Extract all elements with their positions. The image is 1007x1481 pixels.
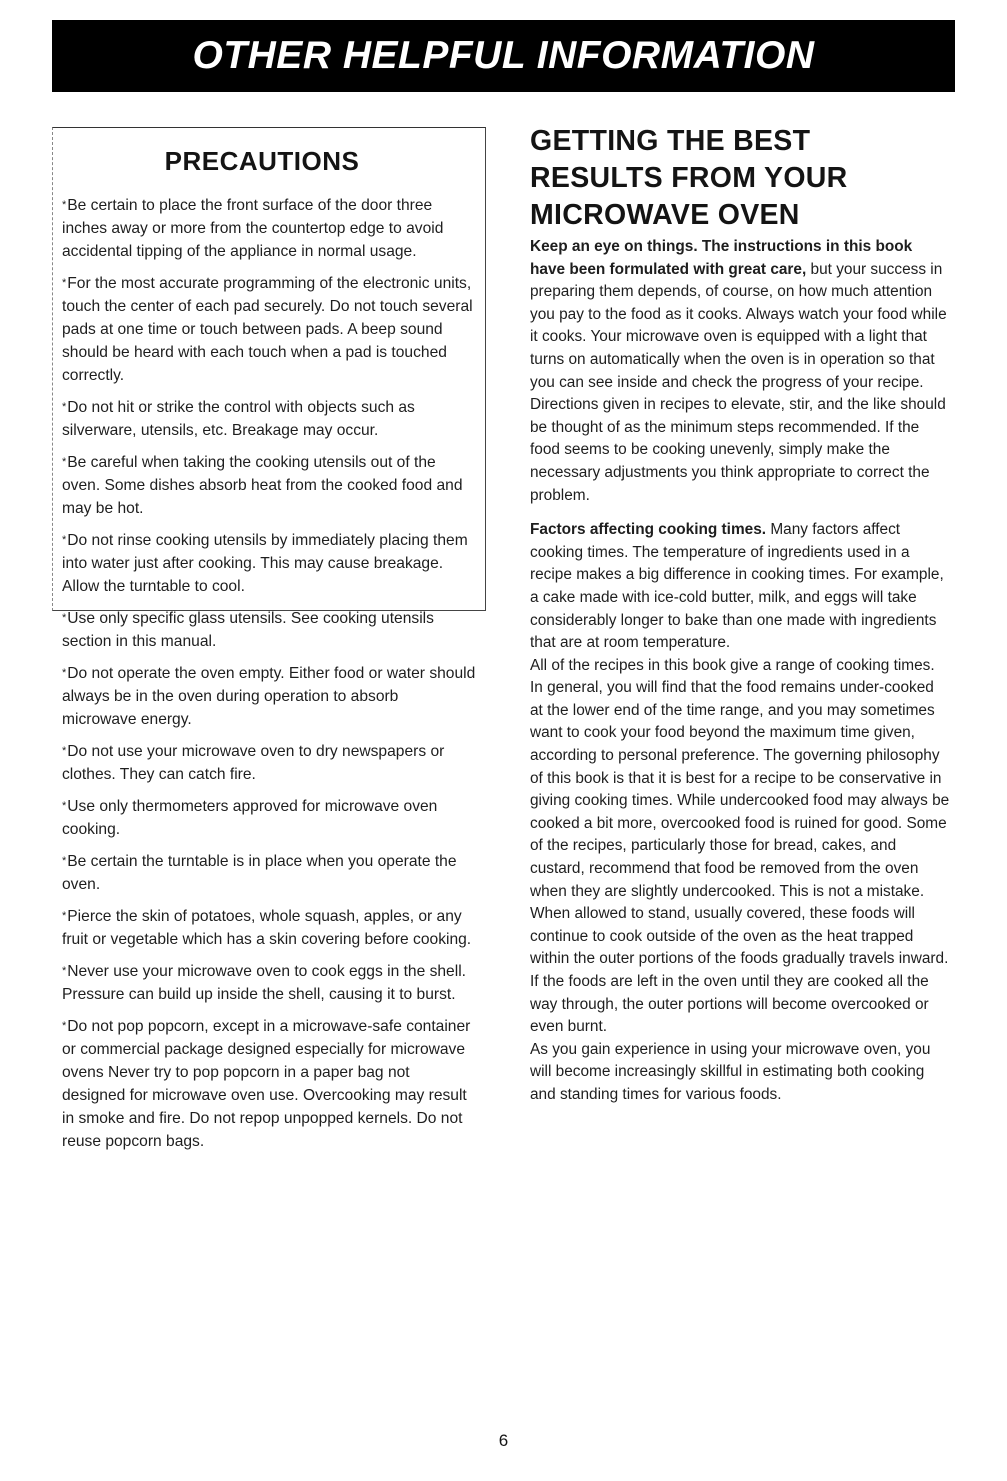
list-item: * Do not use your microwave oven to dry newspapers or clothes. They can catch fire. [62, 740, 476, 786]
paragraph-factors [530, 519, 950, 655]
paragraph-recipe-ranges: All of the recipes in this book give a range of cooking times. In general, you will find that the food remains under-cooked at the lower end of the time range, and you may sometimes want to cook your food beyond the maximum time given, according to personal preference. The governing philosophy of this book is that it is best for a recipe to be conservative in giving cooking times. While undercooked food may always be cooked a bit more, overcooked food is ruined for good. Some of the recipes, particularly those for bread, cakes, and custard, recommend that food be removed from the oven when they are slightly undercooked. This is not a mistake. When allowed to stand, usually covered, these foods will continue to cook outside of the oven as the heat trapped within the outer portions of the foods gradually travels inward. If the foods are left in the oven until they are cooked all the way through, the outer portions will become overcooked or even burnt. [530, 656, 950, 1036]
list-item: * Be certain to place the front surface of the door three inches away or more from the countertop edge to avoid accidental tipping of the appliance in normal usage. [62, 194, 476, 263]
list-item: * Be certain the turntable is in place when you operate the oven. [62, 850, 476, 896]
page-number: 6 [498, 1431, 509, 1450]
list-item: * Do not operate the oven empty. Either food or water should always be in the oven during operation to absorb microwave energy. [62, 662, 476, 731]
list-item: * Use only specific glass utensils. See cooking utensils section in this manual. [62, 607, 476, 653]
list-item: * Pierce the skin of potatoes, whole squash, apples, or any fruit or vegetable which has a skin covering before cooking. [62, 905, 476, 951]
banner-title: OTHER HELPFUL INFORMATION [192, 34, 815, 77]
precautions-list [62, 194, 476, 1162]
paragraph-lead: Factors affecting cooking times. [530, 521, 767, 539]
list-item: * Use only thermometers approved for microwave oven cooking. [62, 795, 476, 841]
paragraph-text: but your success in preparing them depends, of course, on how much attention you pay to the food as it cooks. Always watch your food while it cooks. Your microwave oven is equipped with a light that turns on automatically when the oven is in operation so that you can see inside and check the progress of your recipe. Directions given in recipes to elevate, stir, and the like should be thought of as the minimum steps recommended. If the food seems to be cooking unevenly, simply make the necessary adjustments you think appropriate to correct the problem. [530, 260, 947, 504]
section-banner [52, 20, 955, 92]
list-item: * Be careful when taking the cooking utensils out of the oven. Some dishes absorb heat from the cooked food and may be hot. [62, 451, 476, 520]
paragraph-lead: Keep an eye on things. The instructions in this book have been formulated with great care, [530, 238, 913, 278]
paragraph-keep-an-eye [530, 236, 950, 507]
list-item: * Do not rinse cooking utensils by immediately placing them into water just after cooking. This may cause breakage. Allow the turntable to cool. [62, 529, 476, 598]
paragraph-text: Many factors affect cooking times. The temperature of ingredients used in a recipe makes a big difference in cooking times. For example, a cake made with ice-cold butter, milk, and eggs will take considerably longer to bake than one made with ingredients that are at room temperature. [530, 521, 944, 652]
paragraph-experience: As you gain experience in using your microwave oven, you will become increasingly skillful in estimating both cooking and standing times for various foods. [530, 1040, 931, 1103]
list-item: * Do not hit or strike the control with objects such as silverware, utensils, etc. Breakage may occur. [62, 396, 476, 442]
precautions-title: PRECAUTIONS [164, 146, 360, 176]
results-body [530, 236, 950, 1107]
list-item: * Never use your microwave oven to cook eggs in the shell. Pressure can build up inside the shell, causing it to burst. [62, 960, 476, 1006]
list-item: * For the most accurate programming of the electronic units, touch the center of each pad securely. Do not touch several pads at one time or touch between pads. A beep sound should be heard with each touch when a pad is touched correctly. [62, 272, 476, 387]
list-item: * Do not pop popcorn, except in a microwave-safe container or commercial package designed especially for microwave ovens Never try to pop popcorn in a paper bag not designed for microwave oven use. Overcooking may result in smoke and fire. Do not repop unpopped kernels. Do not reuse popcorn bags. [62, 1015, 476, 1153]
results-title: GETTING THE BEST RESULTS FROM YOUR MICROWAVE OVEN [530, 125, 848, 231]
